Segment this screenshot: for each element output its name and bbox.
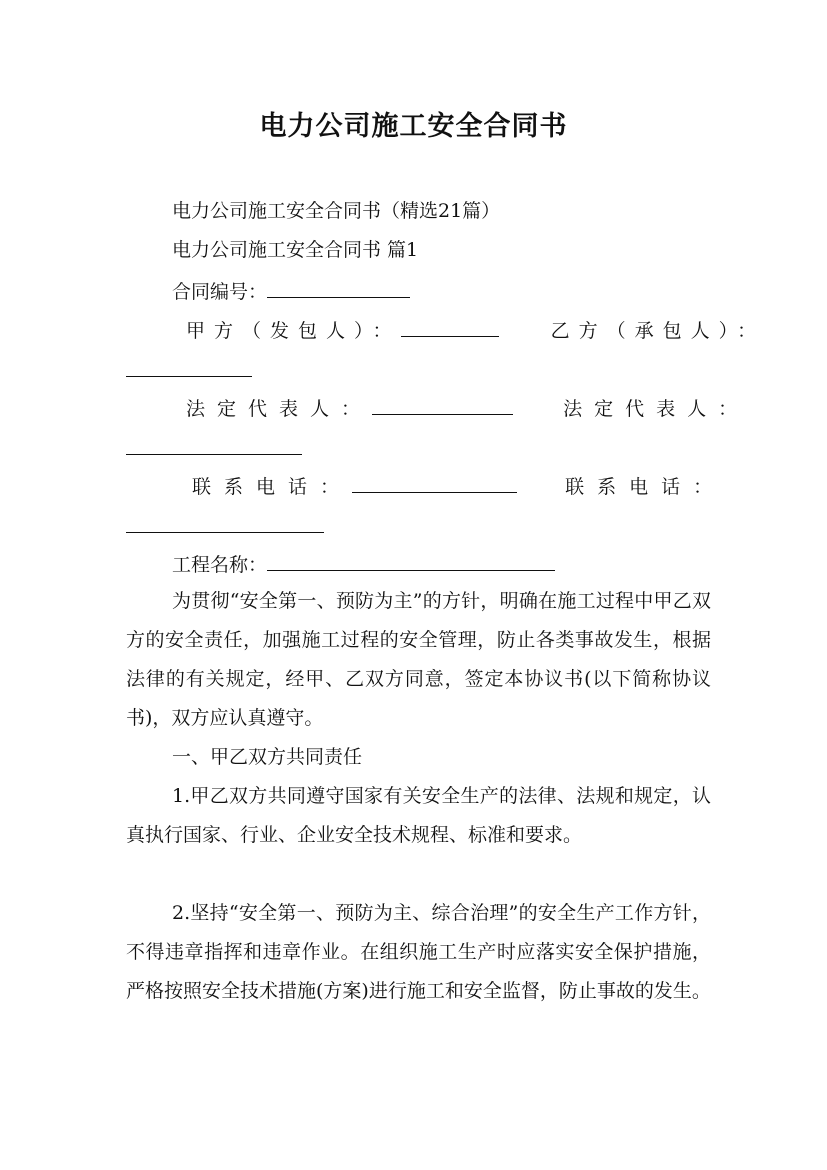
phone-b-label: 联系电话： (565, 476, 726, 498)
phone-row (192, 472, 725, 499)
legal-rep-b-label: 法定代表人： (563, 398, 750, 420)
project-name-blank[interactable] (267, 550, 555, 571)
legal-rep-a-blank[interactable] (372, 394, 513, 415)
contract-number-blank[interactable] (267, 277, 410, 298)
project-name-row (172, 550, 555, 577)
party-b-continuation (126, 356, 252, 383)
subtitle: 电力公司施工安全合同书（精选21篇） (172, 200, 501, 222)
item-2-paragraph: 2.坚持“安全第一、预防为主、综合治理”的安全生产工作方针，不得违章指挥和违章作业。在组织施工生产时应落实安全保护措施，严格按照安全技术措施(方案)进行施工和安全监督，防止事故的发生。 (126, 902, 711, 1002)
phone-b-continuation (126, 512, 324, 539)
legal-rep-a-label: 法定代表人： (186, 398, 373, 420)
phone-a-label: 联系电话： (192, 476, 353, 498)
section-heading: 电力公司施工安全合同书 篇1 (172, 239, 419, 261)
intro-paragraph: 为贯彻“安全第一、预防为主”的方针，明确在施工过程中甲乙双方的安全责任，加强施工过程的安全管理，防止各类事故发生，根据法律的有关规定，经甲、乙双方同意，签定本协议书(以下简称协议书)，双方应认真遵守。 (126, 590, 711, 729)
item-1-paragraph: 1.甲乙双方共同遵守国家有关安全生产的法律、法规和规定，认真执行国家、行业、企业安全技术规程、标准和要求。 (126, 785, 711, 846)
legal-rep-row (186, 394, 749, 421)
party-row (186, 316, 765, 343)
project-name-label: 工程名称： (172, 554, 268, 576)
phone-a-blank[interactable] (352, 472, 517, 493)
party-a-label: 甲方（发包人）： (186, 320, 401, 342)
phone-b-blank[interactable] (126, 512, 324, 533)
party-b-label: 乙方（承包人）： (550, 320, 766, 342)
document-title: 电力公司施工安全合同书 (259, 111, 568, 142)
heading-shared-responsibility: 一、甲乙双方共同责任 (172, 746, 363, 768)
party-b-blank[interactable] (126, 356, 252, 377)
contract-number-label: 合同编号： (172, 281, 268, 303)
legal-rep-b-continuation (126, 434, 302, 461)
contract-number-row (172, 277, 410, 304)
legal-rep-b-blank[interactable] (126, 434, 302, 455)
party-a-blank[interactable] (401, 316, 499, 337)
